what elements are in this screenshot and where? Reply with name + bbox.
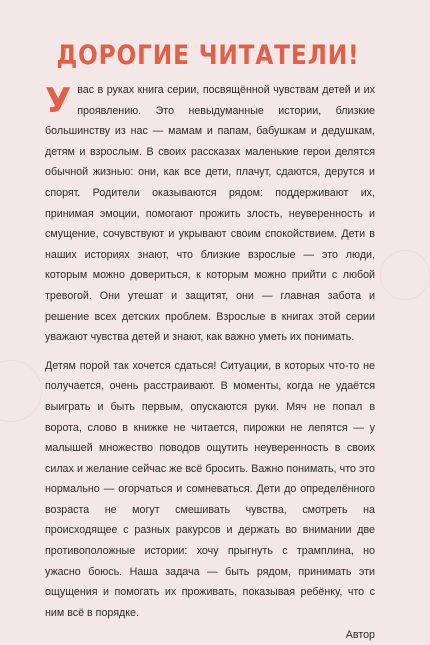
paragraph-intro [45,80,375,348]
drop-cap: У [45,81,72,121]
page-title: ДОРОГИЕ ЧИТАТЕЛИ! [56,40,360,71]
letter-body [45,80,375,645]
paragraph-second: Детям порой так хочется сдаться! Ситуации, в которых что-то не получается, очень расстраивают. В моменты, когда не удаётся выиграть и быть первым, опускаются руки. Мяч не попал в ворота, слово в книжке не читается, пирожки не лепятся — у малышей множество поводов ощутить неуверенность в своих силах и желание сейчас же всё бросить. Важно понимать, что это нормально — огорчаться и сомневаться. Дети до определённого возраста не могут смешивать чувства, смотреть на происходящее с разных ракурсов и держать во внимании две противоположные истории: хочу прыгнуть с трамплина, но ужасно боюсь. Наша задача — быть рядом, принимать эти ощущения и помогать их проживать, показывая ребёнку, что с ним всё в порядке. [45,359,375,619]
paragraph-intro-text: вас в руках книга серии, посвящённой чувствам детей и их проявлению. Это невыдуманные истории, близкие большинству из нас — мамам и папам, бабушкам и дедушкам, детям и взрослым. В своих рассказах маленькие герои делятся обычной жизнью: они, как все дети, плачут, сдаются, дерутся и спорят. Родители оказываются рядом: поддерживают их, принимая эмоции, помогают прожить злость, неуверенность и смущение, сочувствуют и укрывают своим спокойствием. Дети в наших историях знают, что близкие взрослые — это люди, которым можно довериться, к которым можно прийти с любой тревогой. Они утешат и защитят, они — главная забота и решение всех детских проблем. Взрослые в книгах этой серии уважают чувства детей и знают, как важно уметь их понимать. [45,84,375,344]
author-signature: Автор [345,629,375,642]
